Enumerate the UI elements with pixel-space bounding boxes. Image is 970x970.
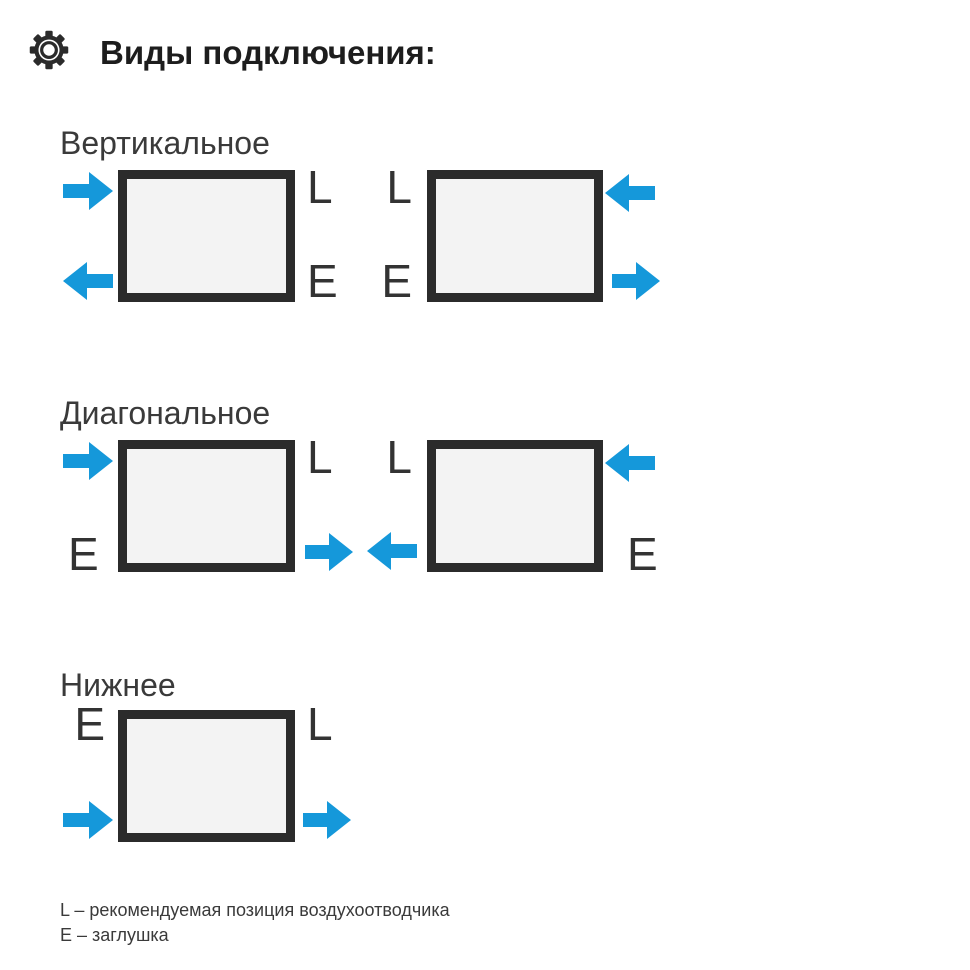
- inlet-arrow-icon: [63, 801, 113, 839]
- air-vent-label: L: [386, 163, 412, 213]
- inlet-arrow-icon: [605, 174, 655, 212]
- inlet-arrow-icon: [63, 172, 113, 210]
- page-title: Виды подключения:: [100, 34, 436, 71]
- plug-label: E: [307, 255, 338, 307]
- diagram-vertical-left: [55, 163, 355, 313]
- air-vent-label: L: [307, 163, 333, 213]
- legend: [60, 898, 450, 948]
- radiator-body: [123, 175, 291, 298]
- diagram-bottom: [55, 703, 355, 853]
- plug-label: E: [74, 703, 105, 750]
- air-vent-label: L: [307, 433, 333, 483]
- section-title-diagonal: Диагональное: [60, 395, 271, 431]
- radiator-body: [123, 715, 291, 838]
- section-title-bottom: Нижнее: [60, 667, 176, 703]
- legend-line-plug: E – заглушка: [60, 925, 169, 945]
- diagram-vertical-right: [360, 163, 680, 313]
- outlet-arrow-icon: [305, 533, 353, 571]
- diagram-diagonal-right: [360, 433, 680, 583]
- radiator-body: [432, 175, 599, 298]
- outlet-arrow-icon: [612, 262, 660, 300]
- gear-icon: [27, 28, 71, 72]
- air-vent-label: L: [386, 433, 412, 483]
- inlet-arrow-icon: [605, 444, 655, 482]
- inlet-arrow-icon: [63, 442, 113, 480]
- plug-label: E: [627, 528, 658, 580]
- air-vent-label: L: [307, 703, 333, 750]
- section-title-vertical: Вертикальное: [60, 125, 270, 161]
- radiator-body: [432, 445, 599, 568]
- legend-line-air-vent: L – рекомендуемая позиция воздухоотводчика: [60, 900, 450, 920]
- radiator-body: [123, 445, 291, 568]
- outlet-arrow-icon: [63, 262, 113, 300]
- outlet-arrow-icon: [303, 801, 351, 839]
- plug-label: E: [68, 528, 99, 580]
- diagram-diagonal-left: [55, 433, 355, 583]
- outlet-arrow-icon: [367, 532, 417, 570]
- plug-label: E: [381, 255, 412, 307]
